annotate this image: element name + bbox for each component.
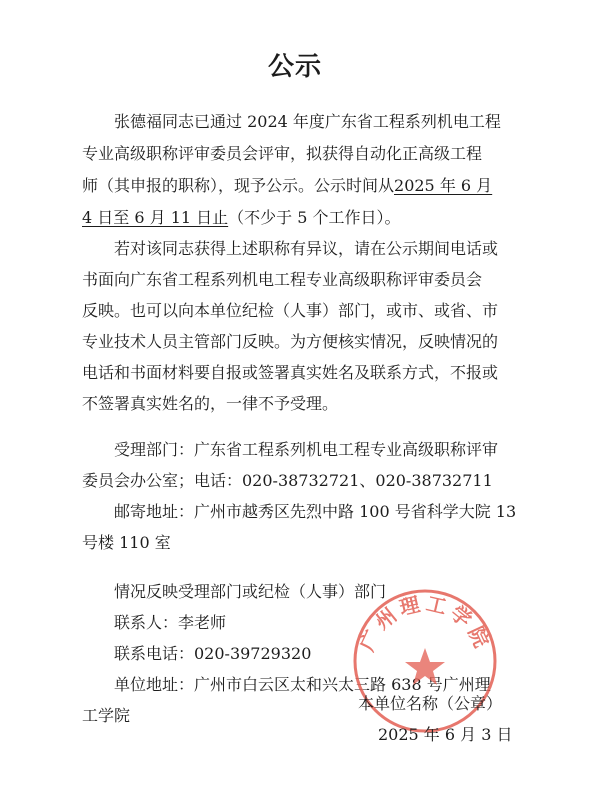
text-line (82, 208, 401, 228)
contact-line: 号楼 110 室 (82, 533, 171, 552)
contact-line: 受理部门：广东省工程系列机电工程专业高级职称评审 (114, 440, 499, 459)
signature-name: 本单位名称（公章） (358, 694, 503, 713)
text-line: 若对该同志获得上述职称有异议，请在公示期间电话或 (114, 239, 499, 258)
seal-text: 广州理工学院 (354, 591, 496, 655)
unit-contact-person: 联系人：李老师 (114, 613, 227, 632)
text-segment: （不少于 5 个工作日）。 (228, 208, 401, 227)
unit-address-cont: 工学院 (82, 706, 131, 725)
unit-line: 情况反映受理部门或纪检（人事）部门 (114, 582, 387, 601)
contact-line: 委员会办公室；电话：020-38732721、020-38732711 (82, 471, 493, 490)
underlined-date: 4 日至 6 月 11 日止 (82, 208, 229, 227)
text-line: 书面向广东省工程系列机电工程专业高级职称评审委员会 (82, 270, 483, 289)
text-line: 专业技术人员主管部门反映。为方便核实情况，反映情况的 (82, 332, 499, 351)
unit-address: 单位地址：广州市白云区太和兴太三路 638 号广州理 (114, 675, 491, 694)
unit-phone: 联系电话：020-39729320 (114, 644, 312, 663)
svg-text:广州理工学院 (355, 591, 496, 654)
text-line: 不签署真实姓名的，一律不予受理。 (82, 394, 339, 413)
contact-line: 邮寄地址：广州市越秀区先烈中路 100 号省科学大院 13 (114, 502, 517, 521)
text-line: 电话和书面材料要自报或签署真实姓名及联系方式，不报或 (82, 363, 499, 382)
text-segment: 师（其申报的职称），现予公示。公示时间从 (82, 176, 395, 195)
text-line: 专业高级职称评审委员会评审，拟获得自动化正高级工程 (82, 144, 483, 163)
text-line (82, 176, 492, 196)
text-line: 反映。也可以向本单位纪检（人事）部门，或市、或省、市 (82, 301, 499, 320)
page-title: 公示 (267, 52, 322, 82)
text-line: 张德福同志已通过 2024 年度广东省工程系列机电工程 (114, 112, 501, 131)
underlined-date: 2025 年 6 月 (394, 176, 493, 195)
signature-date: 2025 年 6 月 3 日 (378, 725, 513, 744)
